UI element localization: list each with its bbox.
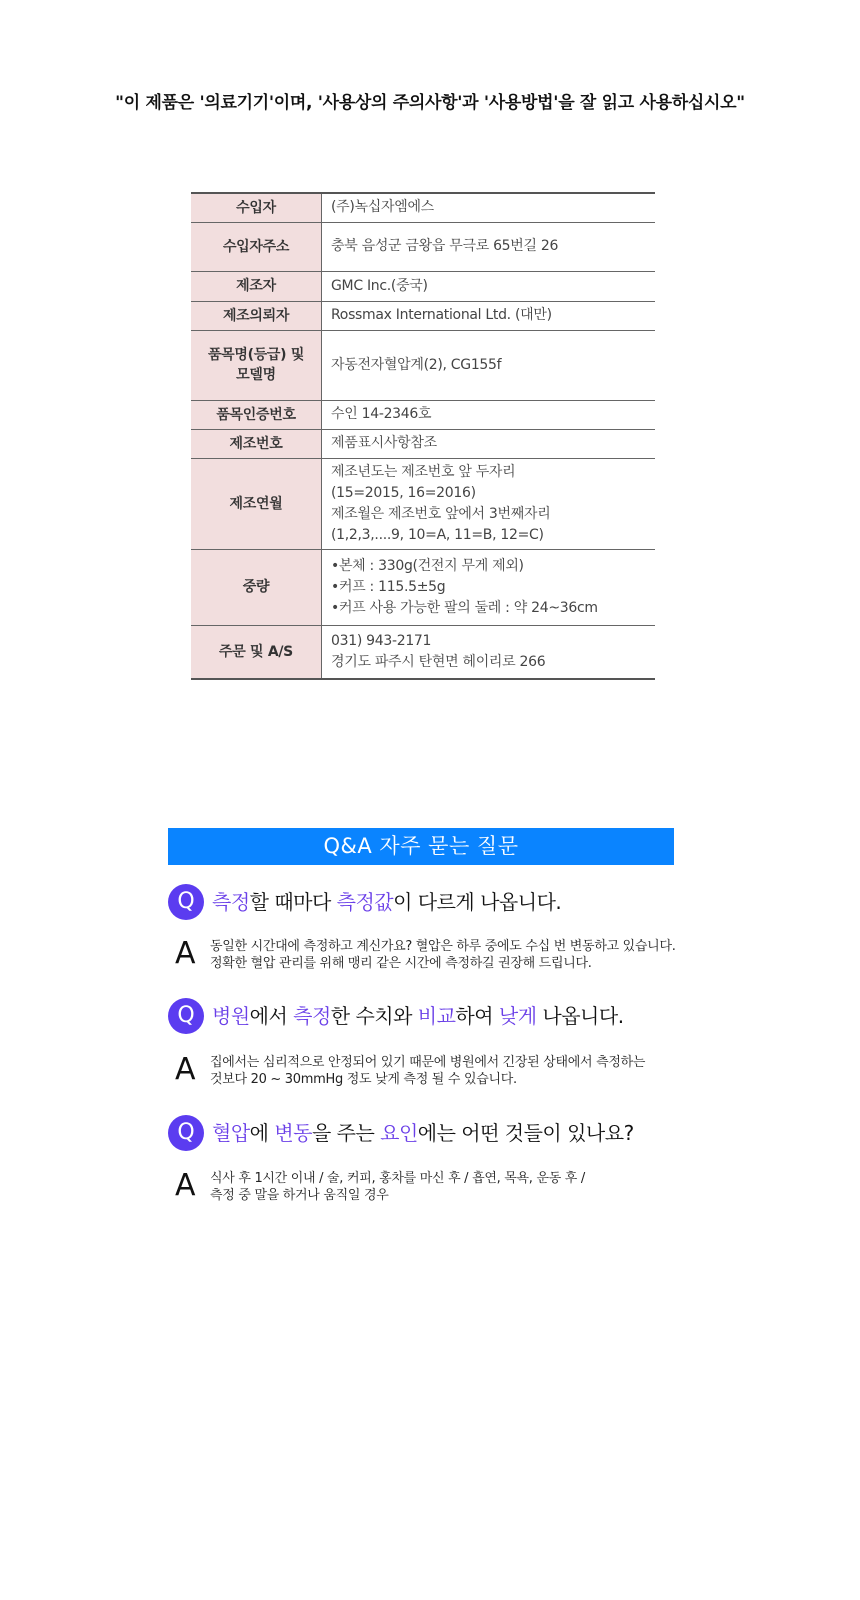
spec-row xyxy=(191,458,655,549)
spec-value xyxy=(322,549,656,625)
spec-label-line: 수입자 xyxy=(236,199,276,216)
qa-question xyxy=(168,1115,788,1151)
spec-row xyxy=(191,193,655,222)
spec-value xyxy=(322,400,656,429)
spec-value-line: 수인 14-2346호 xyxy=(331,406,432,422)
spec-value-line: 제조년도는 제조번호 앞 두자리 xyxy=(331,463,516,480)
spec-row xyxy=(191,400,655,429)
spec-label-line: 제조번호 xyxy=(229,435,283,452)
question-text-segment: 을 주는 xyxy=(311,1121,381,1145)
answer-text xyxy=(210,1054,645,1088)
question-badge-icon: Q xyxy=(168,884,204,920)
question-text-segment: 에 xyxy=(249,1121,275,1145)
question-keyword: 측정 xyxy=(293,1004,331,1028)
question-text-segment: 에는 어떤 것들이 있나요? xyxy=(417,1121,634,1145)
answer-letter: A xyxy=(175,1052,196,1087)
spec-value xyxy=(322,458,656,549)
spec-value-line: •커프 사용 가능한 팔의 둘레 : 약 24~36cm xyxy=(331,599,598,616)
question-keyword: 측정 xyxy=(212,890,250,914)
spec-label xyxy=(191,400,322,429)
answer-line: 것보다 20 ~ 30mmHg 정도 낮게 측정 될 수 있습니다. xyxy=(210,1072,517,1087)
spec-label-line: 주문 및 A/S xyxy=(219,643,293,660)
question-text xyxy=(212,998,624,1034)
spec-label xyxy=(191,549,322,625)
answer-letter: A xyxy=(175,1168,196,1203)
question-text-segment: 이 다르게 나옵니다. xyxy=(393,890,562,914)
spec-label xyxy=(191,330,322,400)
spec-label xyxy=(191,458,322,549)
spec-row xyxy=(191,271,655,301)
qa-question xyxy=(168,884,788,920)
question-text xyxy=(212,884,561,920)
answer-text xyxy=(210,1170,585,1204)
spec-label xyxy=(191,193,322,222)
spec-row xyxy=(191,222,655,271)
question-text-segment: 할 때마다 xyxy=(249,890,337,914)
question-keyword: 요인 xyxy=(380,1121,418,1145)
qa-question xyxy=(168,998,788,1034)
question-badge-icon: Q xyxy=(168,1115,204,1151)
spec-label xyxy=(191,271,322,301)
answer-text xyxy=(210,938,676,972)
usage-notice: "이 제품은 '의료기기'이며, '사용상의 주의사항'과 '사용방법'을 잘 읽고 사용하십시오" xyxy=(115,93,745,113)
spec-value xyxy=(322,301,656,330)
spec-value-line: 제품표시사항참조 xyxy=(331,435,437,451)
spec-value xyxy=(322,222,656,271)
spec-row xyxy=(191,625,655,679)
spec-label xyxy=(191,222,322,271)
spec-value xyxy=(322,625,656,679)
spec-row xyxy=(191,301,655,330)
spec-value-line: (주)녹십자엠에스 xyxy=(331,199,434,216)
spec-value xyxy=(322,330,656,400)
spec-value-line: •본체 : 330g(건전지 무게 제외) xyxy=(331,557,524,574)
question-keyword: 변동 xyxy=(274,1121,312,1145)
spec-value-line: (1,2,3,....9, 10=A, 11=B, 12=C) xyxy=(331,526,544,543)
qa-section-header: Q&A 자주 묻는 질문 xyxy=(168,828,674,865)
question-keyword: 병원 xyxy=(212,1004,250,1028)
spec-row xyxy=(191,549,655,625)
answer-line: 집에서는 심리적으로 안정되어 있기 때문에 병원에서 긴장된 상태에서 측정하는 xyxy=(210,1055,646,1070)
question-keyword: 혈압 xyxy=(212,1121,250,1145)
spec-value-line: Rossmax International Ltd. (대만) xyxy=(331,307,552,323)
question-badge-icon: Q xyxy=(168,998,204,1034)
spec-label-line: 제조자 xyxy=(236,278,276,294)
spec-value-line: (15=2015, 16=2016) xyxy=(331,484,476,501)
spec-label-line: 제조연월 xyxy=(229,495,283,512)
question-text xyxy=(212,1115,634,1151)
answer-line: 식사 후 1시간 이내 / 술, 커피, 홍차를 마신 후 / 흡연, 목욕, 운동 후 / xyxy=(210,1171,585,1186)
spec-value xyxy=(322,193,656,222)
spec-label xyxy=(191,301,322,330)
spec-value-line: •커프 : 115.5±5g xyxy=(331,578,446,595)
spec-label-line: 품목명(등급) 및 xyxy=(207,347,305,363)
spec-value-line: 충북 음성군 금왕읍 무극로 65번길 26 xyxy=(331,238,559,254)
answer-line: 동일한 시간대에 측정하고 계신가요? 혈압은 하루 중에도 수십 번 변동하고 있습니다. xyxy=(210,939,676,954)
spec-label-line: 품목인증번호 xyxy=(216,406,296,423)
question-text-segment: 하여 xyxy=(455,1004,499,1028)
spec-value xyxy=(322,429,656,458)
spec-value-line: 제조월은 제조번호 앞에서 3번째자리 xyxy=(331,505,551,522)
spec-value-line: 경기도 파주시 탄현면 헤이리로 266 xyxy=(331,653,546,670)
question-text-segment: 한 수치와 xyxy=(330,1004,418,1028)
spec-value-line: 031) 943-2171 xyxy=(331,632,432,649)
spec-value xyxy=(322,271,656,301)
spec-label xyxy=(191,625,322,679)
answer-letter: A xyxy=(175,936,196,971)
product-spec-table xyxy=(191,192,655,680)
spec-label-line: 중량 xyxy=(242,579,270,595)
spec-label-line: 수입자주소 xyxy=(222,238,290,255)
question-keyword: 비교 xyxy=(417,1004,456,1028)
spec-label xyxy=(191,429,322,458)
answer-line: 정확한 혈압 관리를 위해 맹리 같은 시간에 측정하길 권장해 드립니다. xyxy=(210,956,592,971)
spec-row xyxy=(191,429,655,458)
spec-value-line: 자동전자혈압계(2), CG155f xyxy=(331,356,502,373)
question-keyword: 측정값 xyxy=(336,890,394,914)
question-keyword: 낮게 xyxy=(498,1004,537,1028)
spec-label-line: 제조의뢰자 xyxy=(222,307,290,324)
spec-row xyxy=(191,330,655,400)
spec-label-line: 모델명 xyxy=(236,367,276,383)
spec-value-line: GMC Inc.(중국) xyxy=(331,277,428,294)
answer-line: 측정 중 말을 하거나 움직일 경우 xyxy=(210,1188,389,1203)
question-text-segment: 나옵니다. xyxy=(536,1004,624,1028)
question-text-segment: 에서 xyxy=(249,1004,294,1028)
